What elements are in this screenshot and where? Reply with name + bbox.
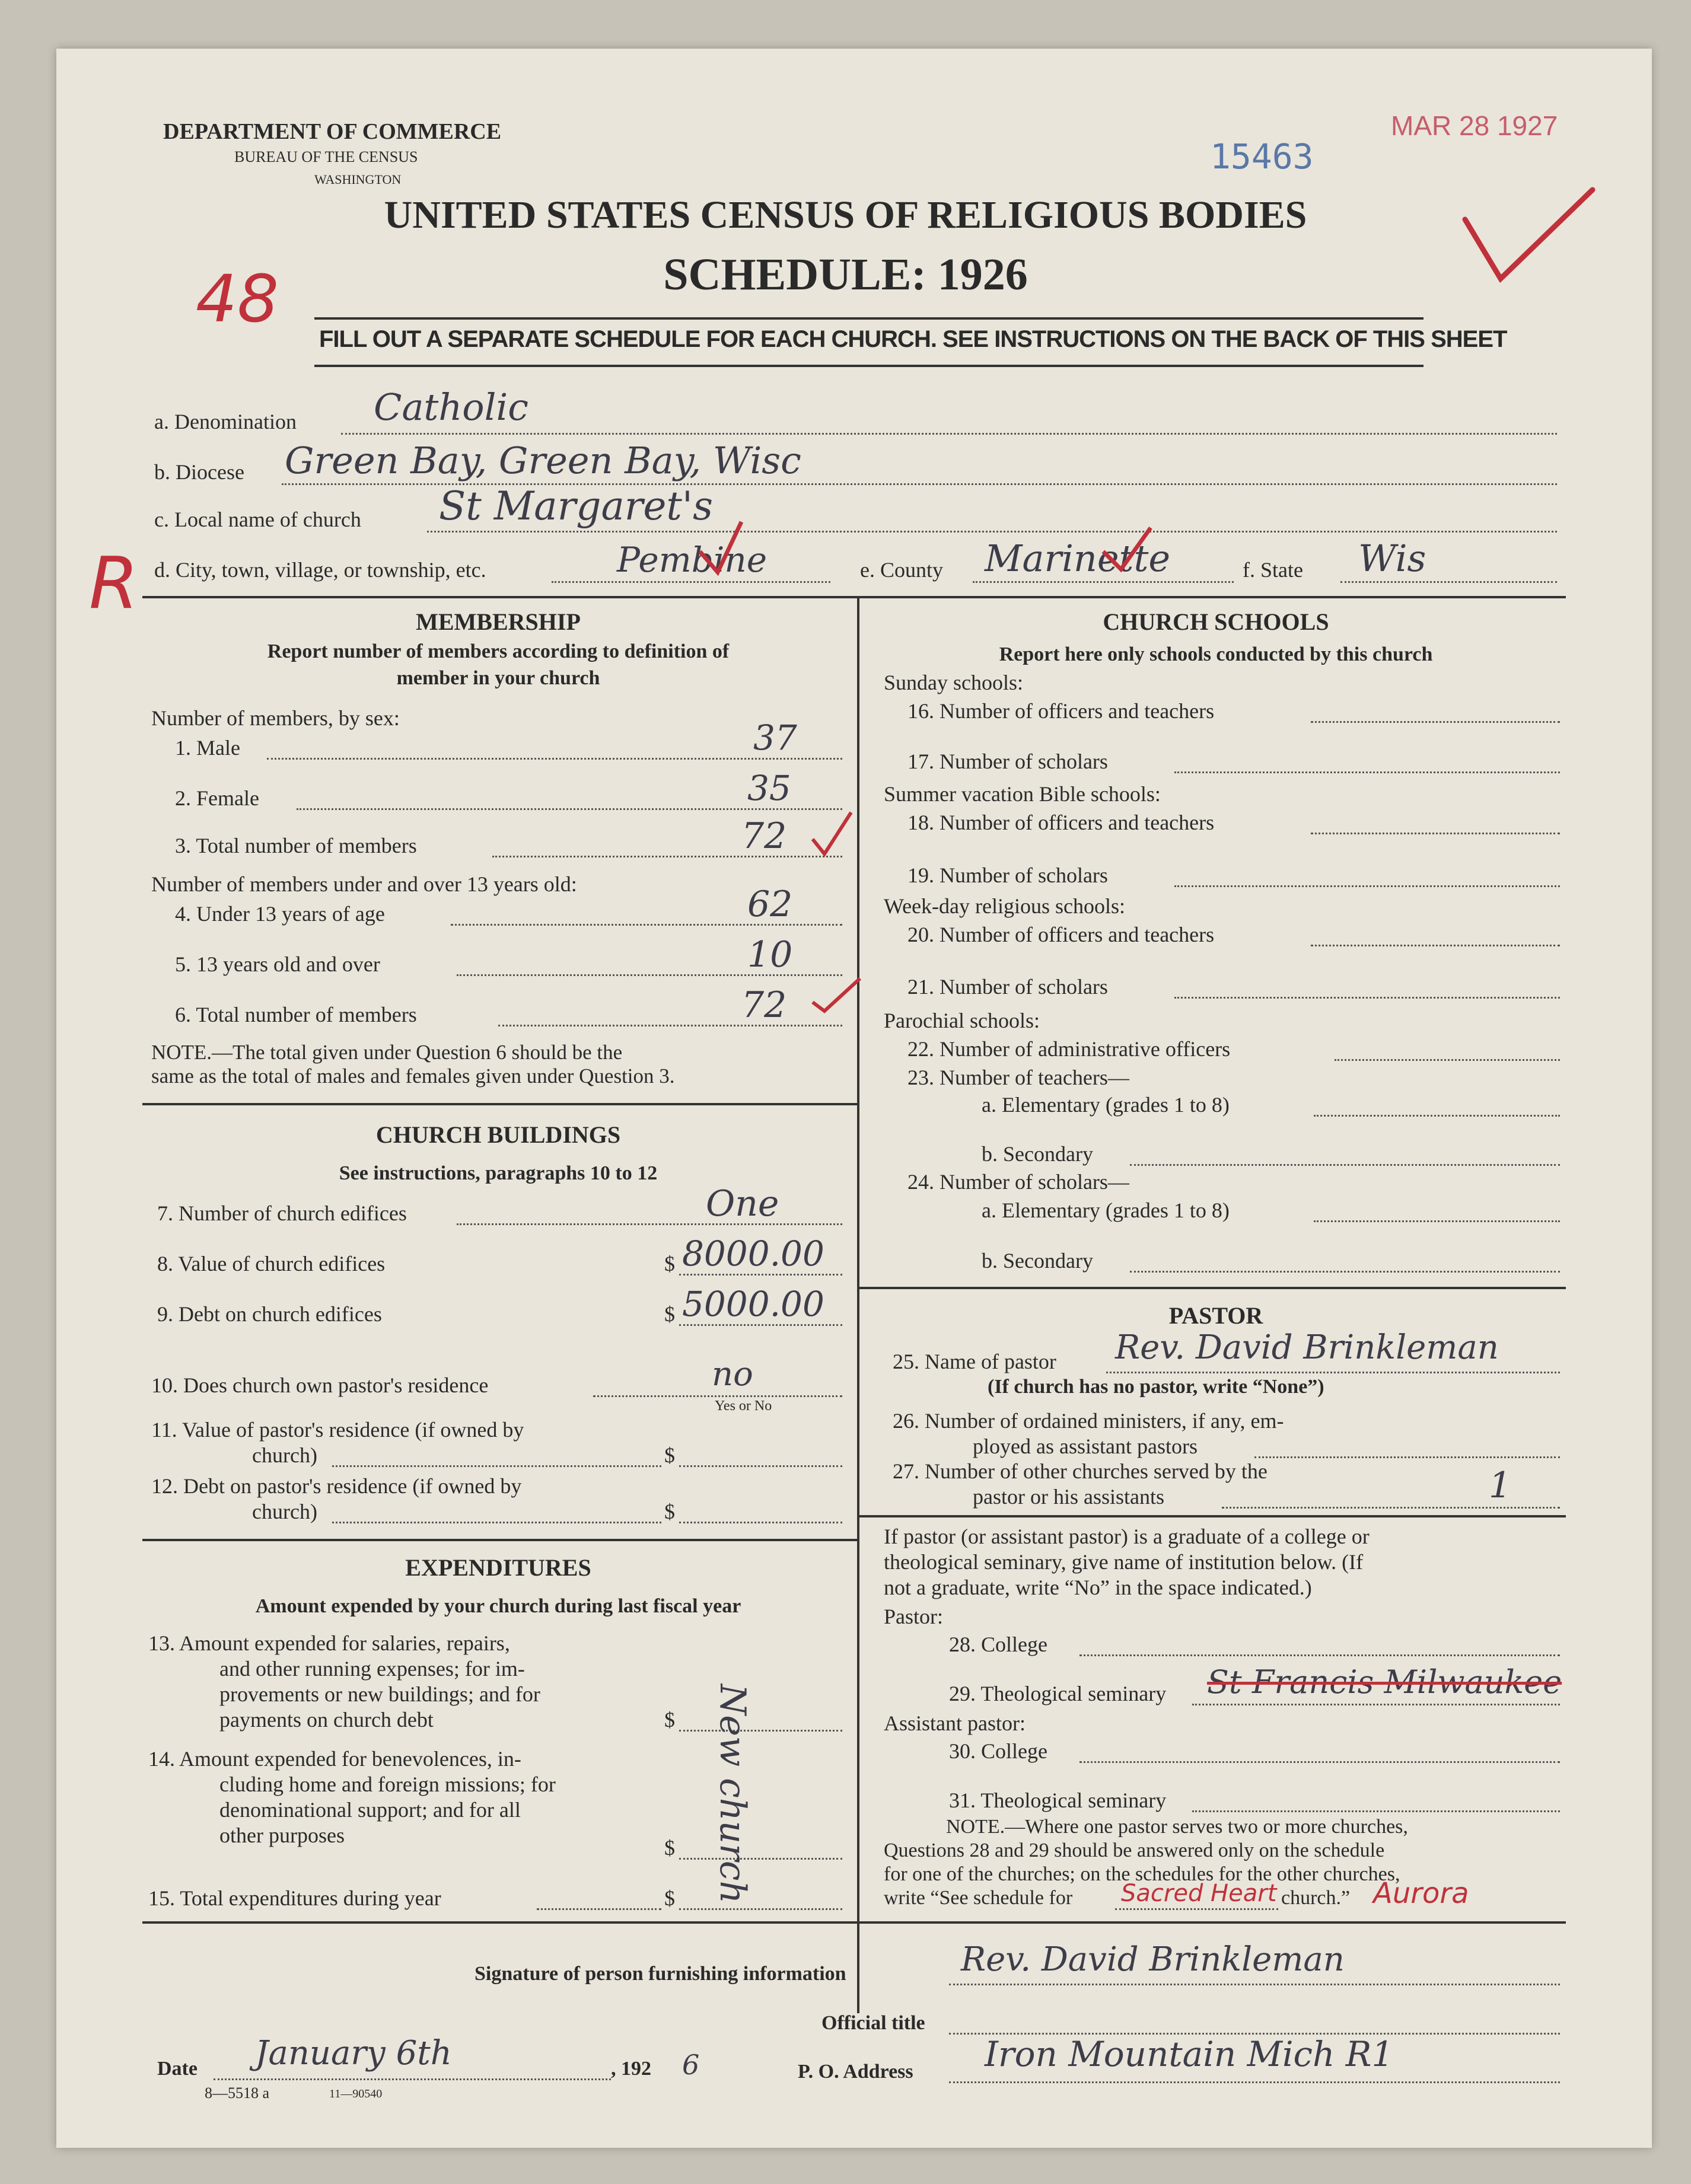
q9-line [679, 1324, 842, 1326]
q14-label-3: denominational support; and for all [219, 1798, 521, 1822]
q30-line [1079, 1761, 1560, 1763]
received-date-stamp: MAR 28 1927 [1391, 110, 1558, 141]
q9-label: 9. Debt on church edifices [157, 1302, 382, 1326]
schools-heading: CHURCH SCHOOLS [1103, 608, 1329, 635]
q26-label-1: 26. Number of ordained ministers, if any, em- [893, 1409, 1284, 1433]
denomination-label: a. Denomination [154, 410, 297, 433]
q24b-line [1130, 1271, 1560, 1273]
print-number: 11—90540 [329, 2087, 383, 2100]
date-line [214, 2078, 611, 2080]
q21-label: 21. Number of scholars [907, 975, 1108, 999]
q27-line [1222, 1507, 1560, 1509]
diocese-label: b. Diocese [154, 460, 244, 484]
q1-line [267, 758, 842, 760]
schools-rule [857, 1287, 1566, 1289]
q31-label: 31. Theological seminary [949, 1788, 1167, 1812]
q1-label: 1. Male [175, 736, 240, 760]
q8-label: 8. Value of church edifices [157, 1252, 386, 1276]
q24-label: 24. Number of scholars— [907, 1170, 1129, 1194]
header-rule-2 [314, 365, 1424, 367]
q27-label-2: pastor or his assistants [973, 1485, 1164, 1509]
q21-line [1174, 997, 1560, 999]
q29-label: 29. Theological seminary [949, 1682, 1167, 1705]
q14-line [679, 1858, 842, 1860]
state-line [1340, 581, 1557, 583]
graduate-instruction-2: theological seminary, give name of institution below. (If [884, 1550, 1364, 1574]
q3-line [492, 856, 842, 857]
buildings-heading: CHURCH BUILDINGS [375, 1121, 621, 1148]
yes-no-hint: Yes or No [715, 1398, 772, 1414]
red-tick-marks [670, 516, 1204, 581]
q6-label: 6. Total number of members [175, 1003, 417, 1026]
q12-leader [332, 1522, 661, 1523]
q20-line [1311, 945, 1560, 946]
expenditures-heading: EXPENDITURES [405, 1554, 591, 1581]
q25-value: Rev. David Brinkleman [1115, 1328, 1499, 1367]
q10-value: no [712, 1355, 753, 1394]
date-value: January 6th [255, 2034, 452, 2073]
form-title: UNITED STATES CENSUS OF RELIGIOUS BODIES [384, 193, 1307, 237]
denomination-line [341, 433, 1557, 435]
membership-subheading-2: member in your church [396, 667, 600, 689]
year-digit: 6 [682, 2049, 700, 2081]
q2-value: 35 [747, 768, 791, 808]
q26-label-2: ployed as assistant pastors [973, 1434, 1198, 1458]
membership-tick-marks [807, 806, 878, 1014]
q11-dollar: $ [664, 1443, 675, 1467]
q4-value: 62 [747, 884, 793, 925]
q15-dollar: $ [664, 1886, 675, 1910]
q5-label: 5. 13 years old and over [175, 952, 380, 976]
header-rule [314, 317, 1424, 320]
parochial-schools-label: Parochial schools: [884, 1009, 1040, 1032]
pastor-rule [857, 1515, 1566, 1517]
city-line [552, 581, 830, 583]
q20-label: 20. Number of officers and teachers [907, 923, 1215, 946]
q14-dollar: $ [664, 1836, 675, 1860]
local-name-value: St Margaret's [439, 483, 713, 529]
note-extra-value: Aurora [1373, 1877, 1469, 1910]
q10-label: 10. Does church own pastor's residence [151, 1373, 489, 1397]
signature-line [949, 1984, 1560, 1985]
q30-label: 30. College [949, 1739, 1047, 1763]
q15-line [679, 1908, 842, 1910]
q29-line [1192, 1704, 1560, 1705]
q23b-line [1130, 1164, 1560, 1166]
q11-leader [332, 1465, 661, 1467]
q13-label-2: and other running expenses; for im- [219, 1657, 525, 1681]
sunday-schools-label: Sunday schools: [884, 671, 1024, 694]
q5-value: 10 [747, 934, 793, 975]
membership-note-1: NOTE.—The total given under Question 6 should be the [151, 1041, 623, 1064]
q11-label-2: church) [252, 1443, 317, 1467]
buildings-subheading: See instructions, paragraphs 10 to 12 [339, 1162, 658, 1184]
q10-line [593, 1395, 842, 1397]
q23a-line [1314, 1115, 1560, 1117]
po-address-label: P. O. Address [798, 2061, 913, 2083]
q8-value: 8000.00 [682, 1233, 824, 1274]
q23a-label: a. Elementary (grades 1 to 8) [982, 1093, 1230, 1117]
form-number: 8—5518 a [205, 2084, 270, 2102]
q26-line [1254, 1456, 1560, 1458]
q23-label: 23. Number of teachers— [907, 1066, 1129, 1089]
year-prefix: , 192 [611, 2058, 651, 2080]
schedule-title: SCHEDULE: 1926 [663, 250, 1028, 299]
q24a-line [1314, 1220, 1560, 1222]
local-name-label: c. Local name of church [154, 508, 361, 531]
po-address-value: Iron Mountain Mich R1 [985, 2034, 1394, 2074]
buildings-rule [142, 1539, 857, 1541]
q16-label: 16. Number of officers and teachers [907, 699, 1215, 723]
q11-line [679, 1465, 842, 1467]
q25-hint: (If church has no pastor, write “None”) [988, 1376, 1324, 1398]
assistant-pastor-subheading: Assistant pastor: [884, 1711, 1026, 1735]
q2-label: 2. Female [175, 786, 259, 810]
pastor-note-4-end: church.” [1281, 1887, 1351, 1909]
q18-line [1311, 833, 1560, 834]
q1-value: 37 [753, 718, 797, 758]
q12-label-1: 12. Debt on pastor's residence (if owned by [151, 1474, 522, 1498]
red-r-mark: R [89, 543, 139, 625]
q28-label: 28. College [949, 1633, 1047, 1656]
q27-value: 1 [1489, 1465, 1512, 1506]
q22-label: 22. Number of administrative officers [907, 1037, 1231, 1061]
q13-line [679, 1730, 842, 1732]
q22-line [1335, 1059, 1560, 1061]
q19-line [1174, 885, 1560, 887]
q12-dollar: $ [664, 1500, 675, 1523]
expenditures-vertical-note: New church [712, 1684, 754, 1904]
graduate-instruction-3: not a graduate, write “No” in the space indicated.) [884, 1576, 1312, 1599]
q31-line [1192, 1810, 1560, 1812]
q17-line [1174, 771, 1560, 773]
q8-dollar: $ [664, 1252, 675, 1276]
pastor-note-4: write “See schedule for [884, 1887, 1073, 1909]
q7-line [457, 1223, 842, 1225]
bureau-name: BUREAU OF THE CENSUS [234, 148, 418, 165]
membership-heading: MEMBERSHIP [416, 608, 581, 635]
members-by-sex-label: Number of members, by sex: [151, 706, 400, 730]
q18-label: 18. Number of officers and teachers [907, 811, 1215, 834]
pastor-subheading: Pastor: [884, 1605, 944, 1628]
q14-label-1: 14. Amount expended for benevolences, in- [148, 1747, 521, 1771]
q15-label: 15. Total expenditures during year [148, 1886, 441, 1910]
q13-label-1: 13. Amount expended for salaries, repairs, [148, 1631, 510, 1655]
county-label: e. County [860, 558, 943, 582]
q8-line [679, 1274, 842, 1276]
department-name: DEPARTMENT OF COMMERCE [163, 119, 502, 144]
weekday-schools-label: Week-day religious schools: [884, 894, 1126, 918]
county-line [973, 581, 1234, 583]
note-fill-line [1115, 1908, 1278, 1910]
q24a-label: a. Elementary (grades 1 to 8) [982, 1198, 1230, 1222]
county-value: Marinette [985, 537, 1171, 580]
q25-label: 25. Name of pastor [893, 1350, 1056, 1373]
q14-label-4: other purposes [219, 1823, 345, 1847]
graduate-instruction-1: If pastor (or assistant pastor) is a graduate of a college or [884, 1525, 1370, 1548]
pastor-note-2: Questions 28 and 29 should be answered only on the schedule [884, 1839, 1385, 1861]
note-fill-value: Sacred Heart [1121, 1880, 1277, 1907]
official-title-label: Official title [821, 2012, 925, 2034]
city-label: d. City, town, village, or township, etc. [154, 558, 486, 582]
signature-label: Signature of person furnishing information [475, 1963, 846, 1985]
q16-line [1311, 721, 1560, 723]
po-address-line [949, 2081, 1560, 2083]
q7-value: One [706, 1183, 779, 1225]
state-label: f. State [1243, 558, 1303, 582]
date-label: Date [157, 2058, 198, 2080]
q24b-label: b. Secondary [982, 1249, 1093, 1273]
city-value: Pembine [617, 540, 768, 580]
q3-value: 72 [741, 815, 787, 857]
q15-leader [537, 1908, 661, 1910]
diocese-value: Green Bay, Green Bay, Wisc [285, 439, 801, 482]
q12-label-2: church) [252, 1500, 317, 1523]
q7-label: 7. Number of church edifices [157, 1201, 407, 1225]
q13-label-3: provements or new buildings; and for [219, 1682, 540, 1706]
q2-line [297, 808, 842, 810]
q19-label: 19. Number of scholars [907, 863, 1108, 887]
q14-label-2: cluding home and foreign missions; for [219, 1772, 556, 1796]
q4-label: 4. Under 13 years of age [175, 902, 385, 926]
q9-value: 5000.00 [682, 1284, 824, 1324]
q6-line [498, 1025, 842, 1026]
members-by-age-label: Number of members under and over 13 years old: [151, 872, 577, 896]
schools-subheading: Report here only schools conducted by this church [999, 643, 1433, 665]
membership-note-2: same as the total of males and females given under Question 3. [151, 1064, 675, 1088]
q13-label-4: payments on church debt [219, 1708, 434, 1732]
expenditures-subheading: Amount expended by your church during last fiscal year [255, 1595, 741, 1617]
q28-line [1079, 1654, 1560, 1656]
red-tally-number: 48 [196, 261, 279, 337]
q29-value: St Francis Milwaukee [1207, 1663, 1562, 1701]
q25-line [1106, 1372, 1560, 1373]
pastor-note-3: for one of the churches; on the schedules for the other churches, [884, 1863, 1400, 1885]
q23b-label: b. Secondary [982, 1142, 1093, 1166]
section-rule [142, 596, 1566, 598]
city-name: WASHINGTON [314, 172, 402, 187]
denomination-value: Catholic [374, 385, 528, 429]
pastor-note-1: NOTE.—Where one pastor serves two or more churches, [946, 1816, 1408, 1838]
q13-dollar: $ [664, 1708, 675, 1732]
state-value: Wis [1358, 537, 1426, 580]
q17-label: 17. Number of scholars [907, 750, 1108, 773]
q27-label-1: 27. Number of other churches served by the [893, 1459, 1268, 1483]
q3-label: 3. Total number of members [175, 834, 417, 857]
footer-rule [142, 1921, 1566, 1924]
number-stamp: 15463 [1210, 136, 1314, 177]
q9-dollar: $ [664, 1302, 675, 1326]
q11-label-1: 11. Value of pastor's residence (if owned by [151, 1418, 524, 1442]
signature-value: Rev. David Brinkleman [961, 1940, 1345, 1979]
membership-rule [142, 1103, 857, 1105]
q12-line [679, 1522, 842, 1523]
summer-schools-label: Summer vacation Bible schools: [884, 782, 1161, 806]
q6-value: 72 [741, 984, 787, 1026]
fill-instruction: FILL OUT A SEPARATE SCHEDULE FOR EACH CHURCH. SEE INSTRUCTIONS ON THE BACK OF THIS SHEET [319, 326, 1507, 352]
pastor-heading: PASTOR [1168, 1302, 1263, 1329]
membership-subheading-1: Report number of members according to definition of [267, 640, 730, 662]
